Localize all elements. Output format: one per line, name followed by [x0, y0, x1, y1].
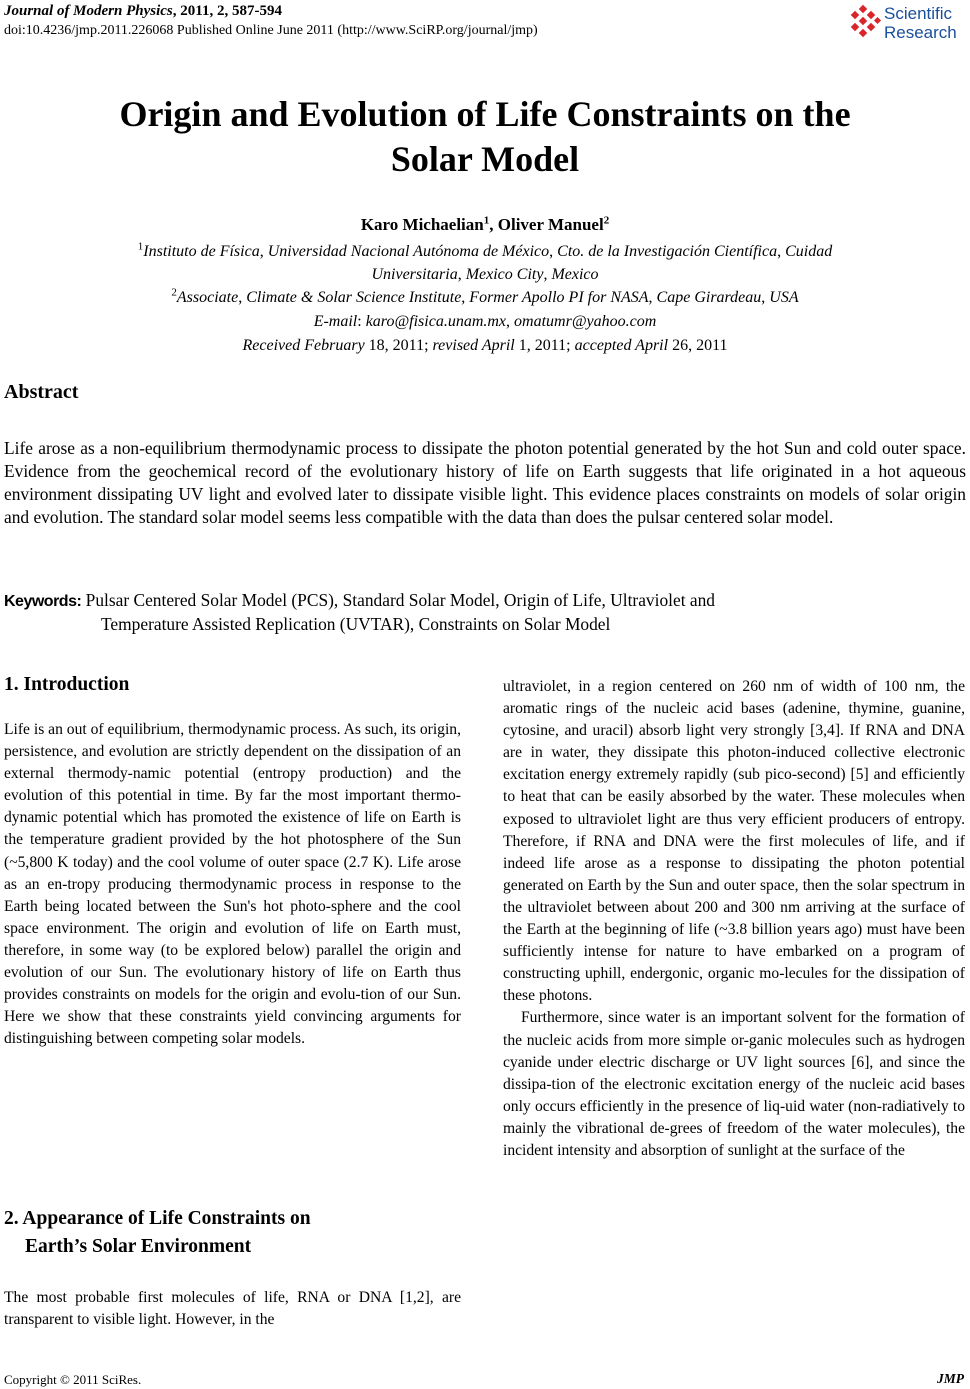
- section-2-body-left: [4, 1287, 461, 1331]
- affil-2-role: Associate: [176, 289, 239, 306]
- logo-text: [884, 4, 957, 42]
- footer-journal: JMP: [937, 1371, 964, 1386]
- keywords-label: Keywords:: [4, 593, 82, 610]
- scirp-logo-icon: [846, 4, 882, 44]
- email-1: karo@fisica.unam.mx: [365, 313, 507, 330]
- affil-1-campus: Universitaria: [371, 266, 458, 283]
- affil-1-university: Universidad Nacional Autónoma de México: [267, 243, 550, 260]
- affil-2-city: Cape Girardeau: [656, 289, 762, 306]
- affil-1-city-part: Cuidad: [785, 243, 833, 260]
- revised-date: 1, 2011;: [514, 337, 575, 354]
- author-sep: ,: [489, 215, 498, 234]
- section-2-paragraph-left: The most probable first molecules of life, RNA or DNA [1,2], are transparent to visible light. However, in the: [4, 1289, 461, 1329]
- email-label: E-mail: [313, 313, 358, 330]
- section-2-paragraph-right-2: Furthermore, since water is an important solvent for the formation of the nucleic acids from more simple or-ganic molecules such as hydrogen cyanide under electric discharge or UV light sources [6], and since the dissipa-tion of the electronic excitation energy of the nucleic acid bases only occurs efficiently in the presence of liq-uid water (non-radiatively to mainly the vibrational de-grees of freedom of the water molecules), the incident intensity and absorption of sunlight at the surface of the: [503, 1009, 965, 1159]
- keywords-line2: Temperature Assisted Replication (UVTAR), Constraints on Solar Model: [101, 614, 611, 634]
- section-1-heading: 1. Introduction: [4, 674, 130, 695]
- keywords-line1: [4, 588, 715, 614]
- publisher-logo: [846, 4, 964, 44]
- section-2-heading: [4, 1205, 311, 1261]
- logo-line2: Research: [884, 23, 957, 42]
- email-2: omatumr@yahoo.com: [514, 313, 657, 330]
- section-1-body: [4, 719, 461, 1050]
- title-line1: Origin and Evolution of Life Constraints on the: [119, 94, 851, 134]
- affil-1-address: Cto. de la Investigación Científica: [557, 243, 778, 260]
- affiliation-1-line2: Universitaria, Mexico City, Mexico: [371, 266, 599, 283]
- section-1-paragraph: Life is an out of equilibrium, thermodynamic process. As such, its origin, persistence, and evolution are strictly dependent on the dissipation of an external thermody-namic potential (entropy production) and the evolution of this potential in time. By far the most important thermo-dynamic potential which has promoted the existence of life on Earth is the temperature gradient provided by the hot photosphere of the Sun (~5,800 K today) and the cool volume of outer space (2.7 K). Life arose as an en-tropy producing thermodynamic process in response to the Earth being located between the Sun's hot photo-sphere and the cool space environment. The origin and evolution of life on Earth must, therefore, in some way (to be explored below) parallel the origin and evolution of our Sun. The evolutionary history of life on Earth thus provides constraints on models for the origin and evolu-tion of our Sun. Here we show that these constraints yield convincing arguments for distinguishing between competing solar models.: [4, 721, 461, 1048]
- affil-2-former: Former Apollo PI for NASA: [469, 289, 649, 306]
- journal-header: [4, 3, 282, 20]
- accepted-label: accepted April: [574, 337, 669, 354]
- section-2-paragraph-right-1: ultraviolet, in a region centered on 260 nm of width of 100 nm, the aromatic rings of the nucleic acid bases (adenine, thymine, guanine, cytosine, and uracil) absorb light very strongly [3,4]. If RNA and DNA are in water, they dissipate this photon-induced collective electronic excitation energy extremely rapidly (sub pico-second) [5] and efficiently to heat that can be easily absorbed by the water. These molecules when exposed to ultraviolet light are thus very efficient producers of entropy. Therefore, if RNA and DNA were the first molecules of life, and if indeed life arose as a response to dissipating the photon potential generated on Earth by the Sun and outer space, then the solar spectrum in the ultraviolet between about 200 and 300 nm arriving at the surface of the Earth at the beginning of life (~3.8 billion years ago) must have been sufficiently intense for nature to have embarked on a program of constructing uphill, endergonic, organic mo-lecules for the dissipation of these photons.: [503, 678, 965, 1005]
- affiliation-1-line1: $^1$Instituto de Física, Universidad Nacional Autónoma de México, Cto. de la Investigación Científica, Cuidad: [137, 240, 833, 260]
- abstract-text: Life arose as a non-equilibrium thermodynamic process to dissipate the photon potential generated by the hot Sun and cold outer space. Evidence from the geochemical record of the evolutionary history of life on Earth suggests that life originated in a hot aqueous environment dissipating UV light and evolved later to dissipate visible light. This evidence places constraints on models of solar origin and evolution. The standard solar model seems less compatible with the data than does the pulsar centered solar model.: [4, 438, 966, 527]
- affil-1-sup: 1: [137, 240, 144, 253]
- affiliation-2: $^2$Associate, Climate & Solar Science Institute, Former Apollo PI for NASA, Cape Girardeau, USA: [171, 286, 799, 306]
- received-label: Received February: [242, 337, 365, 354]
- author-1: Karo Michaelian: [360, 215, 484, 234]
- author-1-sup: 1: [483, 214, 490, 227]
- accepted-date: 26, 2011: [668, 337, 728, 354]
- affil-1-city: Mexico City: [465, 266, 544, 283]
- affil-1-country: Mexico: [551, 266, 599, 283]
- revised-label: revised April: [432, 337, 515, 354]
- author-list: [0, 215, 970, 235]
- footer-copyright: Copyright © 2011 SciRes.: [4, 1372, 142, 1387]
- author-2-sup: 2: [603, 214, 610, 227]
- doi-line: doi:10.4236/jmp.2011.226068 Published Online June 2011 (http://www.SciRP.org/journal/jmp): [4, 23, 538, 38]
- section-2-body-right: [503, 676, 965, 1162]
- keywords-text-1: Pulsar Centered Solar Model (PCS), Standard Solar Model, Origin of Life, Ultraviolet and: [81, 590, 715, 610]
- affil-1-institute: Instituto de Física: [143, 243, 260, 260]
- affil-2-country: USA: [769, 289, 799, 306]
- author-2: Oliver Manuel: [497, 215, 604, 234]
- paper-title: [0, 92, 970, 182]
- section-2-heading-line2: Earth’s Solar Environment: [25, 1236, 252, 1257]
- dates-line: [0, 336, 970, 356]
- title-line2: Solar Model: [390, 139, 580, 179]
- logo-line1: Scientific: [884, 4, 953, 23]
- section-2-heading-line1: 2. Appearance of Life Constraints on: [4, 1208, 311, 1229]
- email-line: E-mail: karo@fisica.unam.mx, omatumr@yahoo.com: [313, 313, 657, 330]
- affil-2-institute: Climate & Solar Science Institute: [246, 289, 462, 306]
- abstract-heading: Abstract: [4, 381, 79, 403]
- journal-volume: , 2011, 2, 587-594: [172, 3, 282, 19]
- received-date: 18, 2011;: [364, 337, 433, 354]
- journal-name: Journal of Modern Physics: [4, 3, 173, 19]
- affil-2-sup: 2: [171, 286, 177, 299]
